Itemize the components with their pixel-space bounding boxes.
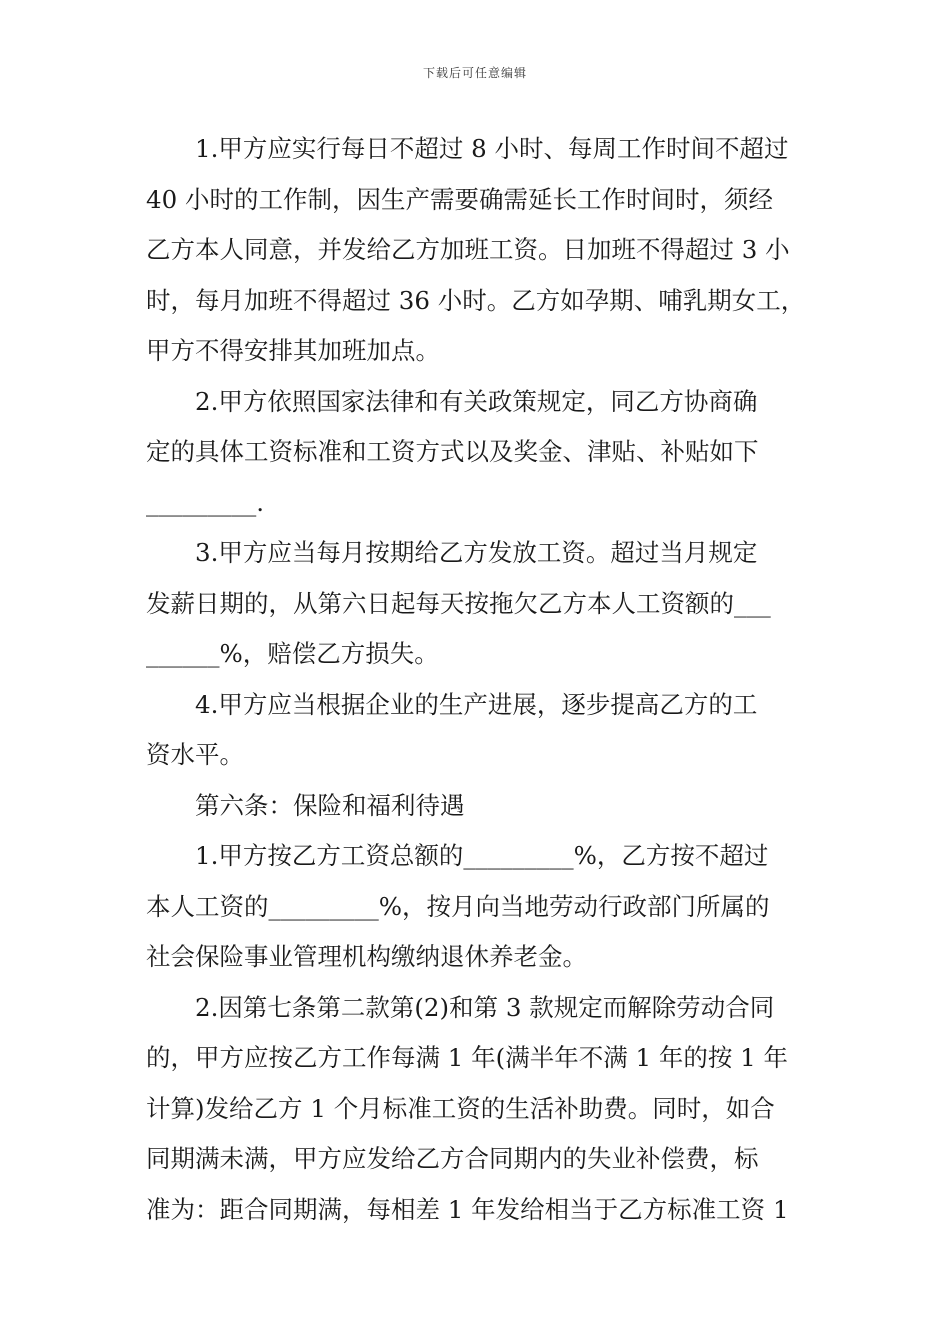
text-line: 的，甲方应按乙方工作每满 1 年(满半年不满 1 年的按 1 年 xyxy=(146,1043,789,1072)
text-line: 时，每月加班不得超过 36 小时。乙方如孕期、哺乳期女工， xyxy=(146,285,806,315)
text-line: 1.甲方应实行每日不超过 8 小时、每周工作时间不超过 xyxy=(195,134,789,163)
text-line: _________. xyxy=(146,487,265,517)
paragraph-3 xyxy=(146,528,826,680)
text-line: 同期满未满，甲方应发给乙方合同期内的失业补偿费，标 xyxy=(146,1144,759,1173)
paragraph-2 xyxy=(146,377,826,529)
paragraph-1 xyxy=(146,124,826,377)
text-line: 2.因第七条第二款第(2)和第 3 款规定而解除劳动合同 xyxy=(195,992,775,1022)
text-line: 资水平。 xyxy=(146,740,244,769)
paragraph-5 xyxy=(146,831,826,983)
page-header: 下载后可任意编辑 xyxy=(422,66,527,80)
paragraph-4 xyxy=(146,680,826,781)
text-line: 发薪日期的，从第六日起每天按拖欠乙方本人工资额的___ xyxy=(146,588,771,618)
text-line: 1.甲方按乙方工资总额的_________%，乙方按不超过 xyxy=(195,841,769,870)
text-line: 定的具体工资标准和工资方式以及奖金、津贴、补贴如下 xyxy=(146,437,759,466)
heading-text: 第六条：保险和福利待遇 xyxy=(195,790,465,820)
text-line: 乙方本人同意，并发给乙方加班工资。日加班不得超过 3 小 xyxy=(146,235,790,264)
text-line: 计算)发给乙方 1 个月标准工资的生活补助费。同时，如合 xyxy=(146,1093,775,1123)
text-line: 4.甲方应当根据企业的生产进展，逐步提高乙方的工 xyxy=(195,689,758,719)
text-line: 社会保险事业管理机构缴纳退休养老金。 xyxy=(146,942,587,971)
text-line: 本人工资的_________%，按月向当地劳动行政部门所属的 xyxy=(146,891,770,921)
text-line: 3.甲方应当每月按期给乙方发放工资。超过当月规定 xyxy=(195,538,758,567)
text-line: 40 小时的工作制，因生产需要确需延长工作时间时，须经 xyxy=(146,184,773,214)
text-line: 2.甲方依照国家法律和有关政策规定，同乙方协商确 xyxy=(195,386,758,416)
section-heading xyxy=(146,781,826,832)
paragraph-6 xyxy=(146,983,826,1236)
text-line: 准为：距合同期满，每相差 1 年发给相当于乙方标准工资 1 xyxy=(146,1194,789,1224)
text-line: 甲方不得安排其加班加点。 xyxy=(146,336,440,365)
document-body xyxy=(146,124,826,1235)
text-line: ______%，赔偿乙方损失。 xyxy=(146,639,439,668)
